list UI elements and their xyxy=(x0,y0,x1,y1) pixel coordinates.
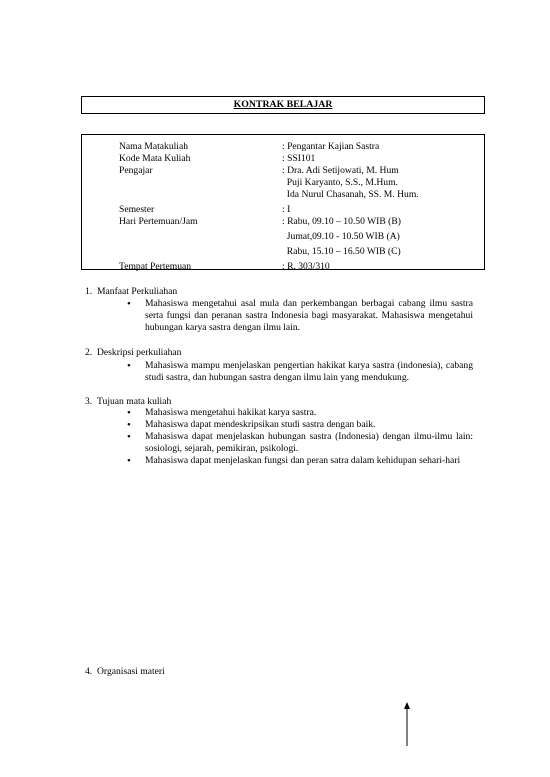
section-heading-organization xyxy=(85,666,165,678)
bullet-item: • Mahasiswa dapat menjelaskan fungsi dan peran satra dalam kehidupan sehari-hari xyxy=(145,455,473,467)
bullet-list-objectives xyxy=(145,407,473,467)
section-title: Manfaat Perkuliahan xyxy=(97,286,178,297)
section-number: 3. xyxy=(85,396,93,407)
bullet-list-benefits xyxy=(145,298,473,334)
section-heading-description xyxy=(85,347,182,359)
section-title: Tujuan mata kuliah xyxy=(97,396,172,407)
info-value: : R. 303/310 xyxy=(282,261,330,272)
course-info-box xyxy=(81,134,485,270)
info-value: : Pengantar Kajian Sastra xyxy=(282,141,380,152)
document-title: KONTRAK BELAJAR xyxy=(233,99,333,110)
section-number: 2. xyxy=(85,347,93,358)
section-heading-benefits xyxy=(85,286,178,298)
section-title: Deskripsi perkuliahan xyxy=(97,347,182,358)
info-value: Ida Nurul Chasanah, SS. M. Hum. xyxy=(282,189,419,200)
info-label: Kode Mata Kuliah xyxy=(119,153,191,164)
bullet-item: • Mahasiswa dapat mendeskripsikan studi sastra dengan baik. xyxy=(145,419,473,431)
info-label: Tempat Pertemuan xyxy=(119,261,192,272)
bullet-item: • Mahasiswa mengetahui asal mula dan perkembangan berbagai cabang ilmu sastra serta fungsi dan peranan sastra Indonesia bagi masyarakat. Mahasiswa mengetahui hubungan karya sastra dengan ilmu lain. xyxy=(145,298,473,334)
info-label: Pengajar xyxy=(119,165,153,176)
info-value: Jumat,09.10 - 10.50 WIB (A) xyxy=(282,231,400,242)
info-value: : Dra. Adi Setijowati, M. Hum xyxy=(282,165,399,176)
section-title: Organisasi materi xyxy=(97,666,165,677)
up-arrow-icon xyxy=(403,702,411,746)
info-value: : SSI101 xyxy=(282,153,316,164)
info-value: Rabu, 15.10 – 16.50 WIB (C) xyxy=(282,246,401,257)
info-label: Nama Matakuliah xyxy=(119,141,188,152)
bullet-list-description xyxy=(145,360,473,384)
info-value: : Rabu, 09.10 – 10.50 WIB (B) xyxy=(282,216,401,227)
title-box xyxy=(81,96,485,114)
bullet-item: • Mahasiswa mampu menjelaskan pengertian hakikat karya sastra (indonesia), cabang studi sastra, dan hubungan sastra dengan ilmu lain yang mendukung. xyxy=(145,360,473,384)
section-number: 1. xyxy=(85,286,93,297)
info-label: Semester xyxy=(119,204,155,215)
info-value: : I xyxy=(282,204,291,215)
bullet-item: • Mahasiswa dapat menjelaskan hubungan sastra (Indonesia) dengan ilmu-ilmu lain: sosiologi, sejarah, pemikiran, psikologi. xyxy=(145,431,473,455)
info-value: Puji Karyanto, S.S., M.Hum. xyxy=(282,177,398,188)
bullet-item: • Mahasiswa mengetahui hakikat karya sastra. xyxy=(145,407,473,419)
section-number: 4. xyxy=(85,666,93,677)
info-label: Hari Pertemuan/Jam xyxy=(119,216,198,227)
